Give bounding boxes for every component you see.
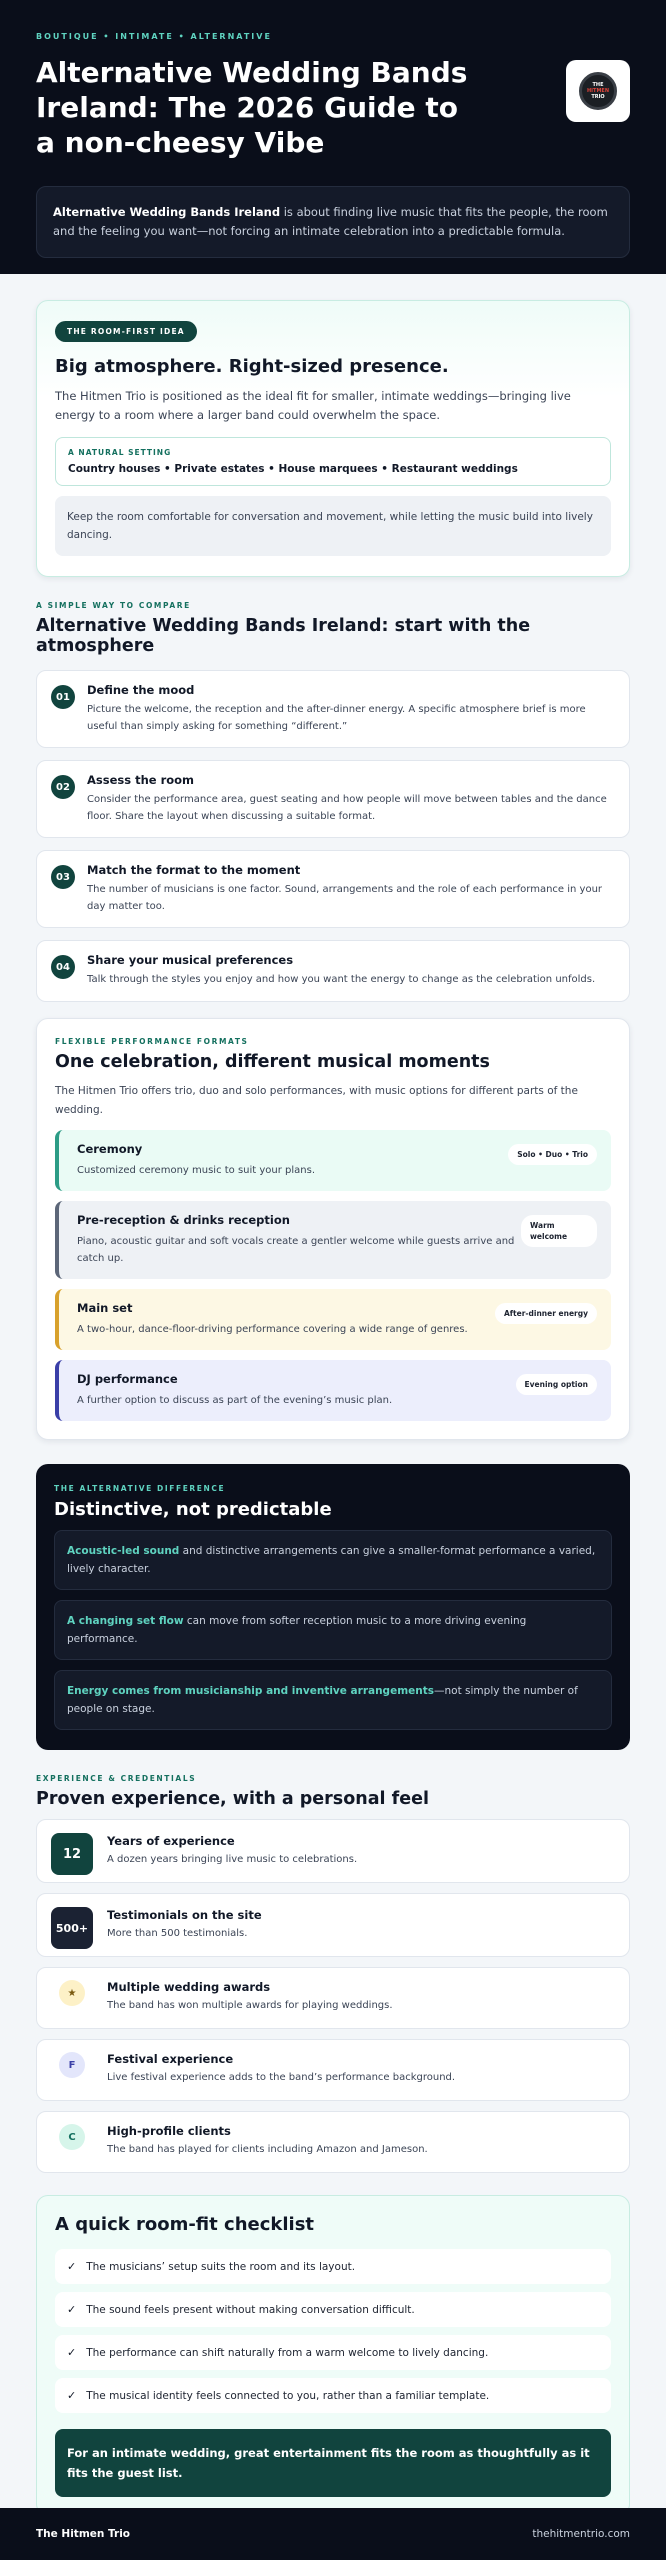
room-first-body: The Hitmen Trio is positioned as the ideal fit for smaller, intimate weddings—bringing live energy to a room where a larger band could overwhelm the space. [55,389,571,422]
checklist-item [55,2335,611,2370]
difference-kicker: THE ALTERNATIVE DIFFERENCE [54,1484,226,1493]
format-badge: After-dinner energy [495,1303,597,1324]
room-first-pill: THE ROOM-FIRST IDEA [55,321,197,342]
credential-badge: 500+ [51,1907,93,1949]
hero-header [0,0,666,274]
hero-kicker: BOUTIQUE • INTIMATE • ALTERNATIVE [36,32,272,41]
credential-card [36,2111,630,2173]
compare-steps [36,670,630,1002]
checklist-item [55,2378,611,2413]
credential-text: The band has played for clients including Amazon and Jameson. [107,2144,428,2155]
format-text: Customized ceremony music to suit your plans. [77,1165,316,1176]
format-title: Pre-reception & drinks reception [77,1213,290,1227]
difference-text: and distinctive arrangements can give a smaller-format performance a varied, lively character. [67,1545,596,1575]
logo-line-1: THE [592,82,604,88]
credential-card [36,1967,630,2029]
checklist-summary: For an intimate wedding, great entertainment fits the room as thoughtfully as it fits the guest list. [55,2429,611,2497]
step-text: Talk through the styles you enjoy and how you want the energy to change as the celebration unfolds. [87,974,596,985]
intro-text: is about finding live music that fits the people, the room and the feeling you want—not forcing an intimate celebration into a predictable formula. [53,205,608,238]
format-badge: Solo • Duo • Trio [508,1144,597,1165]
credential-title: High-profile clients [107,2124,231,2138]
compare-kicker: A SIMPLE WAY TO COMPARE [36,601,191,610]
formats-card [36,1018,630,1440]
difference-text: —not simply the number of people on stage. [67,1685,578,1715]
credential-card [36,2039,630,2101]
checkmark-icon: ✓ [67,2346,77,2359]
brand-logo[interactable] [566,60,630,122]
format-text: A two-hour, dance-floor-driving performance covering a wide range of genres. [77,1324,468,1335]
step-number: 02 [51,775,75,799]
checklist-items [55,2249,611,2413]
format-text: Piano, acoustic guitar and soft vocals create a gentler welcome while guests arrive and catch up. [77,1236,515,1264]
checklist-card [36,2195,630,2516]
site-footer [0,2508,666,2560]
credential-title: Years of experience [107,1834,235,1848]
step-card [36,760,630,838]
difference-item [54,1530,612,1590]
logo-record-icon [579,72,617,110]
format-badge: Warm welcome [521,1215,597,1247]
credential-title: Testimonials on the site [107,1908,262,1922]
difference-item [54,1600,612,1660]
intro-box [36,186,630,258]
step-text: Consider the performance area, guest seating and how people will move between tables and the dance floor. Share the layout when discussing a suitable format. [87,794,607,822]
checkmark-icon: ✓ [67,2389,77,2402]
formats-body: The Hitmen Trio offers trio, duo and solo performances, with music options for different parts of the wedding. [55,1085,578,1116]
credentials-title: Proven experience, with a personal feel [36,1789,429,1809]
step-text: The number of musicians is one factor. Sound, arrangements and the role of each performance in your day matter too. [87,884,603,912]
natural-setting-value: Country houses • Private estates • House marquees • Restaurant weddings [68,463,518,475]
checklist-item-text: The musicians’ setup suits the room and its layout. [86,2260,356,2273]
format-item [55,1130,611,1191]
credential-card [36,1819,630,1883]
credential-card [36,1893,630,1957]
compare-title: Alternative Wedding Bands Ireland: start with the atmosphere [36,616,531,656]
format-item [55,1201,611,1279]
room-first-title: Big atmosphere. Right-sized presence. [55,356,449,377]
checklist-title: A quick room-fit checklist [55,2214,315,2235]
step-title: Assess the room [87,773,195,787]
star-icon: ★ [59,1980,85,2006]
format-title: DJ performance [77,1372,178,1386]
checklist-item-text: The sound feels present without making conversation difficult. [86,2303,415,2316]
format-title: Ceremony [77,1142,143,1156]
checkmark-icon: ✓ [67,2260,77,2273]
step-number: 04 [51,955,75,979]
format-badge: Evening option [516,1374,598,1395]
difference-title: Distinctive, not predictable [54,1499,332,1520]
credentials-list [36,1819,630,2173]
logo-line-3: TRIO [591,94,605,100]
difference-card [36,1464,630,1750]
format-item [55,1360,611,1421]
format-text: A further option to discuss as part of the evening’s music plan. [77,1395,393,1406]
step-number: 01 [51,685,75,709]
checklist-item-text: The musical identity feels connected to you, rather than a familiar template. [86,2389,490,2402]
format-title: Main set [77,1301,133,1315]
step-title: Define the mood [87,683,195,697]
step-card [36,670,630,748]
checkmark-icon: ✓ [67,2303,77,2316]
formats-kicker: FLEXIBLE PERFORMANCE FORMATS [55,1037,249,1046]
room-first-note: Keep the room comfortable for conversation and movement, while letting the music build into lively dancing. [55,496,611,556]
footer-brand[interactable]: The Hitmen Trio [36,2528,131,2540]
festival-icon: F [59,2052,85,2078]
clients-icon: C [59,2124,85,2150]
main-content [0,300,666,2516]
step-title: Match the format to the moment [87,863,301,877]
step-card [36,940,630,1002]
logo-line-2: HITMEN [586,88,610,94]
step-text: Picture the welcome, the reception and the after-dinner energy. A specific atmosphere brief is more useful than simply asking for something “different.” [87,704,586,732]
formats-title: One celebration, different musical moments [55,1052,490,1072]
checklist-item [55,2249,611,2284]
difference-highlight: A changing set flow [67,1615,184,1627]
step-card [36,850,630,928]
footer-website-link[interactable]: thehitmentrio.com [532,2528,630,2540]
page-title: Alternative Wedding Bands Ireland: The 2026 Guide to a non-cheesy Vibe [36,56,468,159]
credential-badge: 12 [51,1833,93,1875]
credential-title: Multiple wedding awards [107,1980,271,1994]
credential-text: The band has won multiple awards for playing weddings. [107,2000,393,2011]
checklist-item-text: The performance can shift naturally from a warm welcome to lively dancing. [86,2346,489,2359]
difference-text: can move from softer reception music to a more driving evening performance. [67,1615,527,1645]
natural-setting-label: A NATURAL SETTING [68,448,172,457]
difference-item [54,1670,612,1730]
intro-bold: Alternative Wedding Bands Ireland [53,205,281,219]
checklist-item [55,2292,611,2327]
credential-text: A dozen years bringing live music to celebrations. [107,1854,358,1865]
step-number: 03 [51,865,75,889]
credential-text: Live festival experience adds to the band’s performance background. [107,2072,456,2083]
difference-highlight: Acoustic-led sound [67,1545,180,1557]
format-item [55,1289,611,1350]
credential-text: More than 500 testimonials. [107,1928,248,1939]
difference-highlight: Energy comes from musicianship and inventive arrangements [67,1685,435,1697]
natural-setting-box [55,437,611,486]
credentials-kicker: EXPERIENCE & CREDENTIALS [36,1774,197,1783]
room-first-card [36,300,630,577]
step-title: Share your musical preferences [87,953,294,967]
credential-title: Festival experience [107,2052,234,2066]
